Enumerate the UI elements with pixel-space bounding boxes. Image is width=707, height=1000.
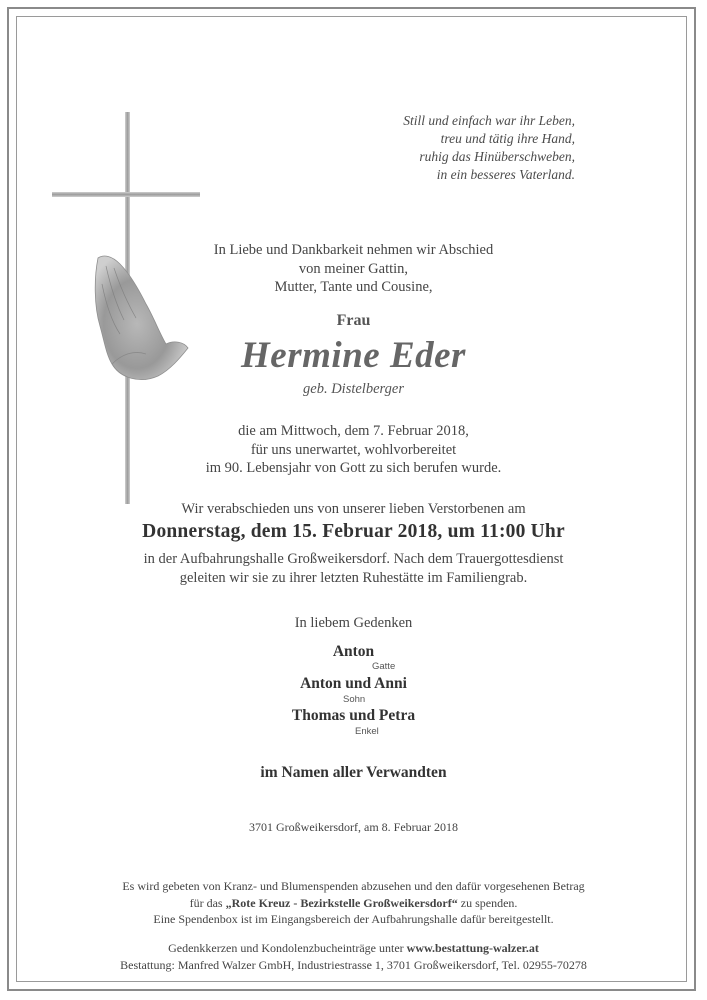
poem-line: treu und tätig ihre Hand,: [440, 131, 575, 146]
poem-line: in ein besseres Vaterland.: [436, 167, 575, 182]
funeral-place: [0, 550, 707, 587]
birth-name: geb. Distelberger: [303, 381, 404, 397]
intro-line: Mutter, Tante und Cousine,: [274, 279, 433, 295]
death-notice-line: im 90. Lebensjahr von Gott zu sich berufen wurde.: [205, 460, 502, 476]
intro-text: [0, 241, 707, 297]
mourner-relation: Gatte: [372, 661, 396, 672]
donation-line: [0, 895, 707, 912]
donation-text: zu spenden.: [457, 895, 518, 910]
poem-line: Still und einfach war ihr Leben,: [403, 113, 575, 128]
donation-recipient: „Rote Kreuz - Bezirkstelle Großweikersdorf“: [225, 895, 458, 910]
footer: [0, 940, 707, 973]
footer-text: Gedenkkerzen und Kondolenzbucheinträge unter: [168, 941, 407, 955]
donation-note: [0, 878, 707, 928]
donation-text: für das: [189, 895, 226, 910]
mourner-relation: Sohn: [343, 694, 366, 705]
donation-line: Es wird gebeten von Kranz- und Blumenspenden abzusehen und den dafür vorgesehenen Betrag: [122, 879, 585, 893]
poem: [300, 112, 575, 184]
donation-line: Eine Spendenbox ist im Eingangsbereich der Aufbahrungshalle dafür bereitgestellt.: [153, 912, 554, 926]
mourner-name: Anton und Anni: [300, 675, 407, 692]
mourner-name: Thomas und Petra: [291, 707, 416, 724]
funeral-place-line: geleiten wir sie zu ihrer letzten Ruhestätte im Familiengrab.: [179, 569, 528, 586]
salutation: Frau: [336, 312, 371, 329]
intro-line: In Liebe und Dankbarkeit nehmen wir Abschied: [213, 242, 494, 258]
funeral-place-line: in der Aufbahrungshalle Großweikersdorf. Nach dem Trauergottesdienst: [143, 551, 564, 567]
website-link[interactable]: www.bestattung-walzer.at: [406, 941, 539, 955]
death-notice-line: für uns unerwartet, wohlvorbereitet: [250, 441, 457, 458]
place-date: 3701 Großweikersdorf, am 8. Februar 2018: [249, 820, 458, 834]
deceased-name: Hermine Eder: [241, 335, 466, 376]
intro-line: von meiner Gattin,: [298, 260, 409, 277]
funeral-date: Donnerstag, dem 15. Februar 2018, um 11:00 Uhr: [142, 521, 565, 542]
death-notice-line: die am Mittwoch, dem 7. Februar 2018,: [238, 423, 469, 439]
in-memory: In liebem Gedenken: [294, 615, 413, 631]
mourner-name: Anton: [332, 643, 375, 660]
footer-line: [0, 940, 707, 957]
mourner-relation: Enkel: [355, 726, 379, 737]
farewell-intro: Wir verabschieden uns von unserer lieben Verstorbenen am: [181, 501, 526, 517]
footer-line: Bestattung: Manfred Walzer GmbH, Industriestrasse 1, 3701 Großweikersdorf, Tel. 02955-70278: [120, 957, 587, 972]
death-notice: [0, 422, 707, 478]
poem-line: ruhig das Hinüberschweben,: [419, 149, 575, 164]
relatives-line: im Namen aller Verwandten: [260, 764, 447, 781]
